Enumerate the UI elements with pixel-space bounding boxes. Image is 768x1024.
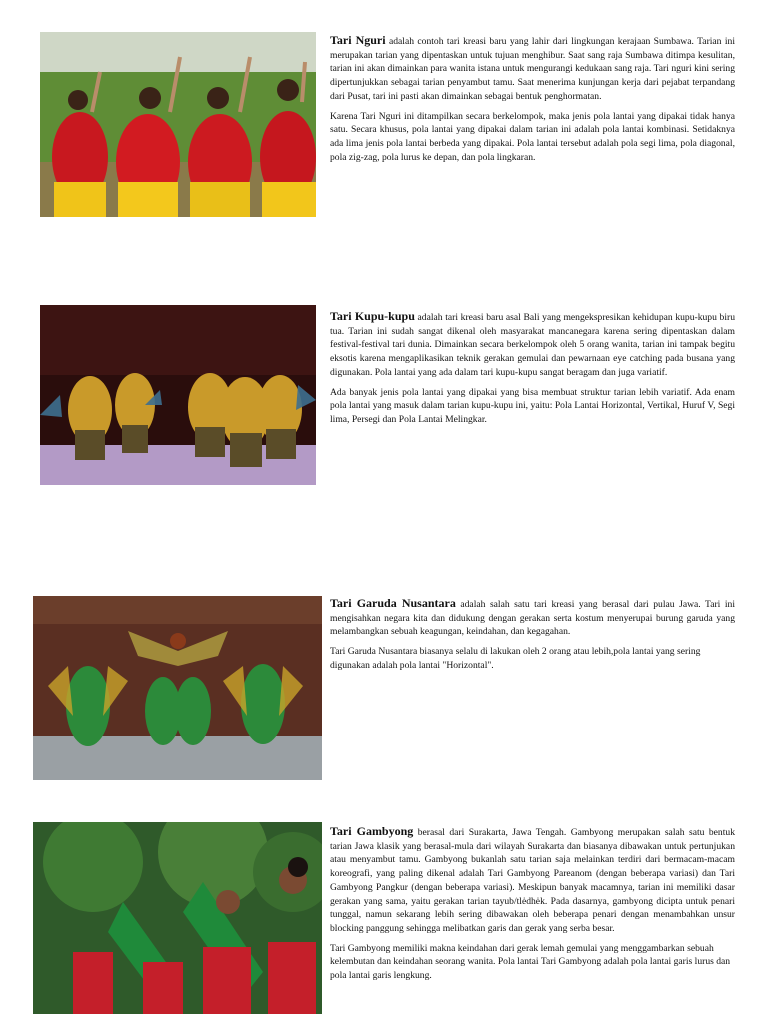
photo-tari-gambyong: [33, 822, 322, 1014]
photo-tari-kupu-kupu: [40, 305, 316, 485]
title-tari-kupu-kupu: Tari Kupu-kupu: [330, 309, 415, 323]
paragraph: Karena Tari Nguri ini ditampilkan secara berkelompok, maka jenis pola lantai yang dipakai tidak hanya satu. Secara khusus, pola lantai yang dipakai dalam tarian ini adalah pola lantai kombinasi. Setidaknya ada lima jenis pola lantai berbeda yang dipakai. Pola lantai tersebut adalah pola segi lima, pola diagonal, pola zig-zag, pola lurus ke depan, dan pola lingkaran.: [330, 110, 735, 163]
paragraph: adalah salah satu tari kreasi yang berasal dari pulau Jawa. Tari ini mengisahkan negara kita dan didukung dengan gerakan serta kostum menyerupai burung garuda yang melambangkan sebuah keagungan, keindahan, dan kegagahan.: [330, 599, 735, 638]
title-tari-nguri: Tari Nguri: [330, 33, 386, 47]
text-tari-garuda-nusantara: [330, 597, 735, 679]
paragraph: Tari Garuda Nusantara biasanya selalu di lakukan oleh 2 orang atau lebih,pola lantai yang sering digunakan adalah pola lantai "Horizontal".: [330, 646, 701, 671]
paragraph: adalah tari kreasi baru asal Bali yang mengekspresikan kehidupan kupu-kupu biru tua. Tarian ini sudah sangat dikenal oleh masyarakat mancanegara karena sering dipentaskan dalam festival-festival tari dunia. Dimainkan secara berkelompok oleh 5 orang wanita, tarian ini tampak begitu eksotis karena mengaplikasikan teknik gerakan gemulai dan pewarnaan eye catching pada busana yang digunakan. Pola lantai yang ada dalam tari kupu-kupu sangat beragam dan juga variatif.: [330, 312, 736, 378]
text-tari-gambyong: [330, 825, 735, 989]
title-tari-garuda-nusantara: Tari Garuda Nusantara: [330, 596, 456, 610]
text-tari-kupu-kupu: [330, 310, 735, 433]
photo-tari-garuda-nusantara: [33, 596, 322, 780]
paragraph: Ada banyak jenis pola lantai yang dipakai yang bisa membuat struktur tarian lebih variatif. Ada enam pola lantai yang masuk dalam tarian kupu-kupu ini, yaitu: Pola Lantai Horizontal, Vertikal, Huruf V, Segi lima, Persegi dan Pola Lantai Melingkar.: [330, 386, 735, 425]
paragraph: adalah contoh tari kreasi baru yang lahir dari lingkungan kerajaan Sumbawa. Tarian ini merupakan tarian yang dipentaskan untuk tujuan menghibur. Saat sang raja Sumbawa ditimpa kesulitan, tarian ini akan dimainkan para wanita istana untuk mengurangi kedukaan sang raja. Tari nguri kini sering dipertunjukkan sebagai tarian penyambut tamu. Saat menerima kunjungan kerja dari pejabat terpandang dari Pusat, tari ini pasti akan dimainkan sebagai bentuk penghormatan.: [330, 36, 736, 102]
title-tari-gambyong: Tari Gambyong: [330, 824, 414, 838]
text-tari-nguri: [330, 34, 735, 170]
photo-tari-nguri: [40, 32, 316, 217]
paragraph: Tari Gambyong memiliki makna keindahan dari gerak lemah gemulai yang menggambarkan sebuah kelembutan dan keindahan seorang wanita. Pola lantai Tari Gambyong adalah pola lantai garis lurus dan pola lantai garis lengkung.: [330, 942, 731, 982]
paragraph: berasal dari Surakarta, Jawa Tengah. Gambyong merupakan salah satu bentuk tarian Jawa klasik yang berasal-mula dari wilayah Surakarta dan biasanya dibawakan untuk pertunjukan atau menyambut tamu. Gambyong bukanlah satu tarian saja melainkan terdiri dari bermacam-macam koreografi, yang paling dikenal adalah Tari Gambyong Pareanom (dengan beberapa variasi) dan Tari Gambyong Pangkur (dengan beberapa variasi). Meskipun banyak macamnya, tarian ini memiliki dasar gerakan yang sama, yaitu gerakan tarian tayub/tlėdhėk. Pada dasarnya, gambyong dicipta untuk penari tunggal, namun sekarang lebih sering dibawakan oleh beberapa penari dengan menambahkan unsur blocking panggung sehingga melibatkan garis dan gerak yang serba besar.: [330, 827, 735, 934]
